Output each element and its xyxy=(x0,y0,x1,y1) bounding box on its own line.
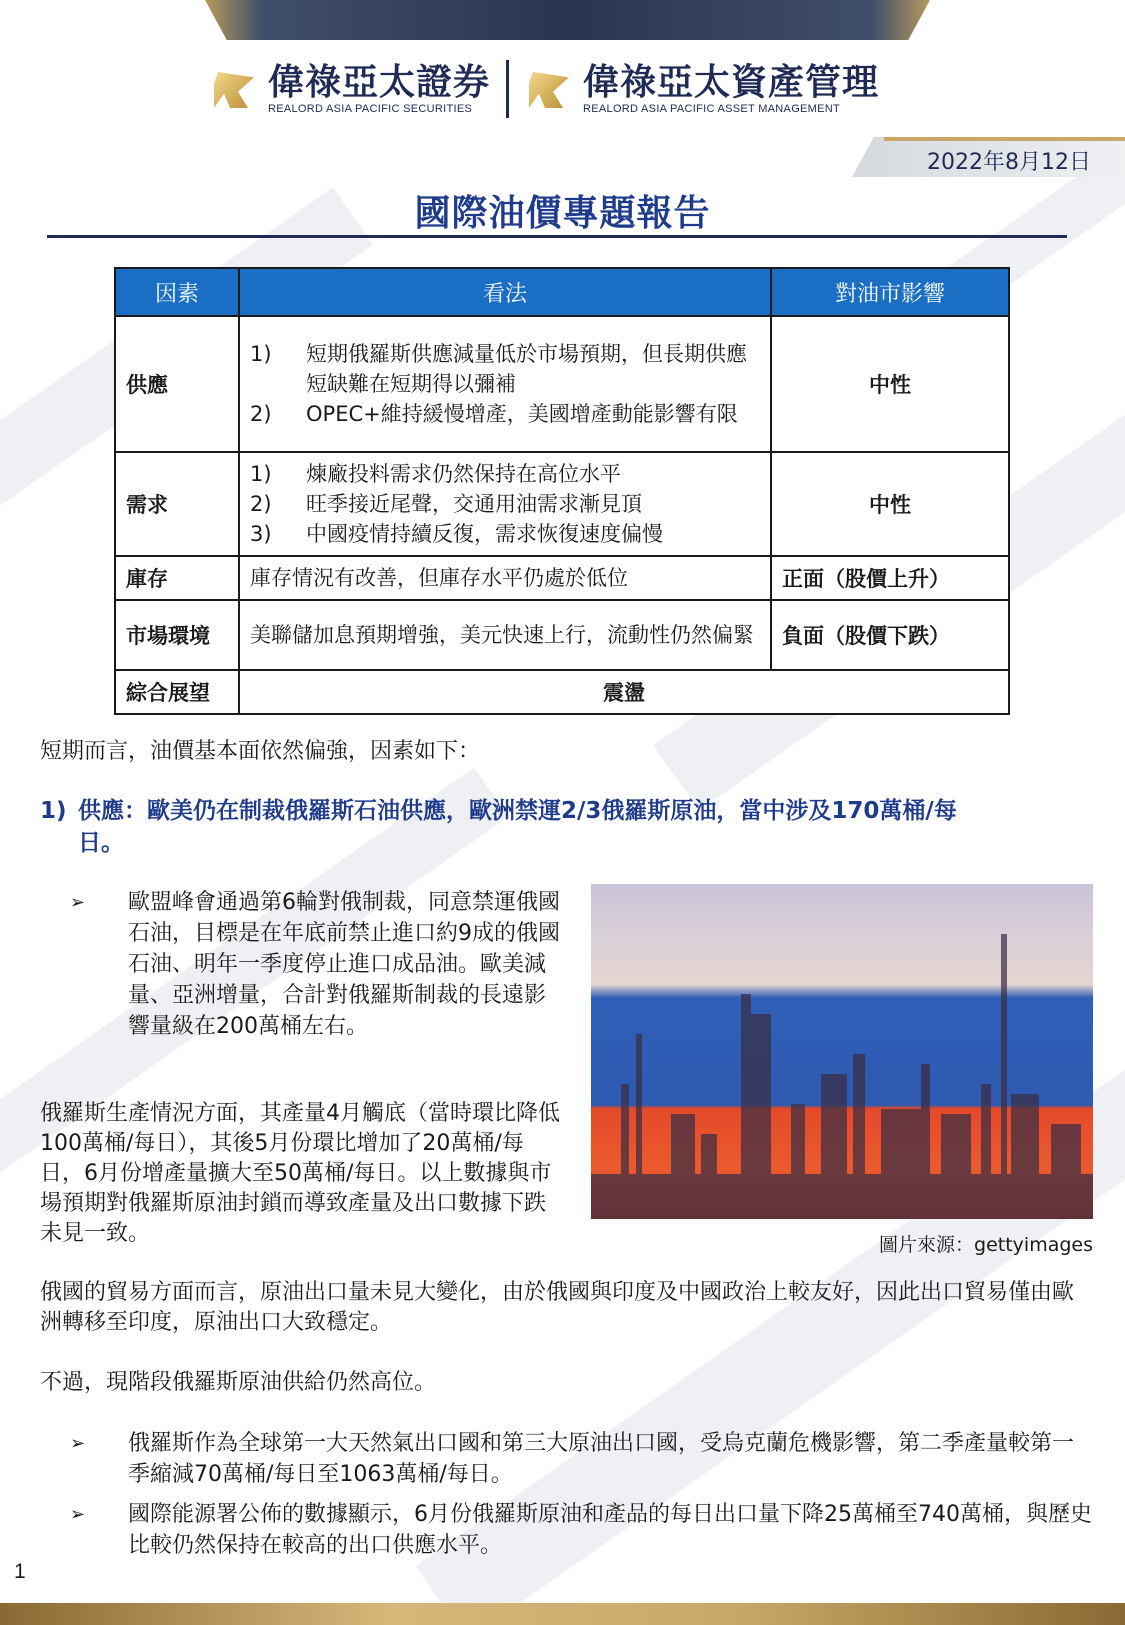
view-cell: 美聯儲加息預期增強，美元快速上行，流動性仍然偏緊 xyxy=(239,600,771,670)
factor-cell: 需求 xyxy=(115,452,239,556)
table-row-inventory xyxy=(115,556,1009,600)
page-number: 1 xyxy=(14,1560,26,1583)
footer-bar xyxy=(0,1603,1125,1625)
table-row-outlook xyxy=(115,670,1009,714)
asset-management-logo xyxy=(525,63,879,115)
factor-cell: 庫存 xyxy=(115,556,239,600)
intro-paragraph: 短期而言，油價基本面依然偏強，因素如下： xyxy=(40,739,481,764)
impact-cell: 中性 xyxy=(771,316,1009,452)
table-row-demand xyxy=(115,452,1009,556)
impact-cell: 中性 xyxy=(771,452,1009,556)
column-header-view: 看法 xyxy=(239,268,771,316)
view-cell xyxy=(239,452,771,556)
view-cell xyxy=(239,316,771,452)
logo-mark-icon xyxy=(525,66,577,112)
bullet-text: 俄羅斯作為全球第一大天然氣出口國和第三大原油出口國，受烏克蘭危機影響，第二季產量較第一季縮減70萬桶/每日至1063萬桶/每日。 xyxy=(128,1431,1075,1487)
securities-logo-name: 偉祿亞太證券 xyxy=(268,62,491,103)
title-divider xyxy=(47,235,1067,238)
company-logos xyxy=(210,58,910,120)
bullet-item xyxy=(40,887,560,1042)
column-header-impact: 對油市影響 xyxy=(771,268,1009,316)
production-paragraph: 俄羅斯生產情況方面，其產量4月觸底（當時環比降低100萬桶/每日），其後5月份環比增加了20萬桶/每日，6月份增產量擴大至50萬桶/每日。以上數據與市場預期對俄羅斯原油封鎖而導致產量及出口數據下跌未見一致。 xyxy=(40,1101,560,1246)
view-cell: 庫存情況有改善，但庫存水平仍處於低位 xyxy=(239,556,771,600)
refinery-silhouette xyxy=(591,884,1093,1219)
logo-mark-icon xyxy=(210,66,262,112)
asset-logo-name: 偉祿亞太資產管理 xyxy=(583,62,880,103)
table-row-supply xyxy=(115,316,1009,452)
view-item: 1) 短期俄羅斯供應減量低於市場預期，但長期供應短缺難在短期得以彌補 xyxy=(250,342,747,396)
impact-cell: 正面（股價上升） xyxy=(771,556,1009,600)
impact-cell: 負面（股價下跌） xyxy=(771,600,1009,670)
bullet-text: 歐盟峰會通過第6輪對俄制裁，同意禁運俄國石油，目標是在年底前禁止進口約9成的俄國石油、明年一季度停止進口成品油。歐美減量、亞洲增量，合計對俄羅斯制裁的長遠影響量級在200萬桶左右。 xyxy=(128,890,560,1039)
table-row-market xyxy=(115,600,1009,670)
section-heading: 1) 供應：歐美仍在制裁俄羅斯石油供應，歐洲禁運2/3俄羅斯原油，當中涉及170萬桶/每 日。 xyxy=(40,798,957,856)
image-caption: 圖片來源：gettyimages xyxy=(879,1234,1093,1256)
trade-paragraph: 俄國的貿易方面而言，原油出口量未見大變化，由於俄國與印度及中國政治上較友好，因此出口貿易僅由歐洲轉移至印度，原油出口大致穩定。 xyxy=(40,1280,1075,1335)
factor-cell: 綜合展望 xyxy=(115,670,239,714)
view-item: 2) OPEC+維持緩慢增產，美國增產動能影響有限 xyxy=(250,402,738,426)
supply-high-paragraph: 不過，現階段俄羅斯原油供給仍然高位。 xyxy=(40,1370,437,1395)
asset-logo-english: REALORD ASIA PACIFIC ASSET MANAGEMENT xyxy=(583,103,841,115)
outlook-cell: 震盪 xyxy=(239,670,1009,714)
table-header-row xyxy=(115,268,1009,316)
securities-logo xyxy=(210,63,490,115)
view-item: 3) 中國疫情持續反復，需求恢復速度偏慢 xyxy=(250,522,663,546)
header-banner xyxy=(205,0,930,40)
factor-cell: 市場環境 xyxy=(115,600,239,670)
securities-logo-english: REALORD ASIA PACIFIC SECURITIES xyxy=(268,103,473,115)
bullet-item xyxy=(40,1428,1095,1490)
factor-table xyxy=(114,267,1010,715)
bullet-text: 國際能源署公佈的數據顯示，6月份俄羅斯原油和產品的每日出口量下降25萬桶至740萬桶，與歷史比較仍然保持在較高的出口供應水平。 xyxy=(128,1502,1092,1558)
column-header-factor: 因素 xyxy=(115,268,239,316)
report-date: 2022年8月12日 xyxy=(927,150,1091,175)
page-title: 國際油價專題報告 xyxy=(414,193,711,234)
factor-cell: 供應 xyxy=(115,316,239,452)
view-item: 2) 旺季接近尾聲，交通用油需求漸見頂 xyxy=(250,492,642,516)
bullet-item xyxy=(40,1499,1095,1561)
arrow-bullet-icon: ➢ xyxy=(70,1433,86,1454)
arrow-bullet-icon: ➢ xyxy=(70,892,86,913)
logo-divider xyxy=(506,60,509,118)
refinery-photo xyxy=(591,884,1093,1219)
arrow-bullet-icon: ➢ xyxy=(70,1504,86,1525)
view-item: 1) 煉廠投料需求仍然保持在高位水平 xyxy=(250,462,621,486)
